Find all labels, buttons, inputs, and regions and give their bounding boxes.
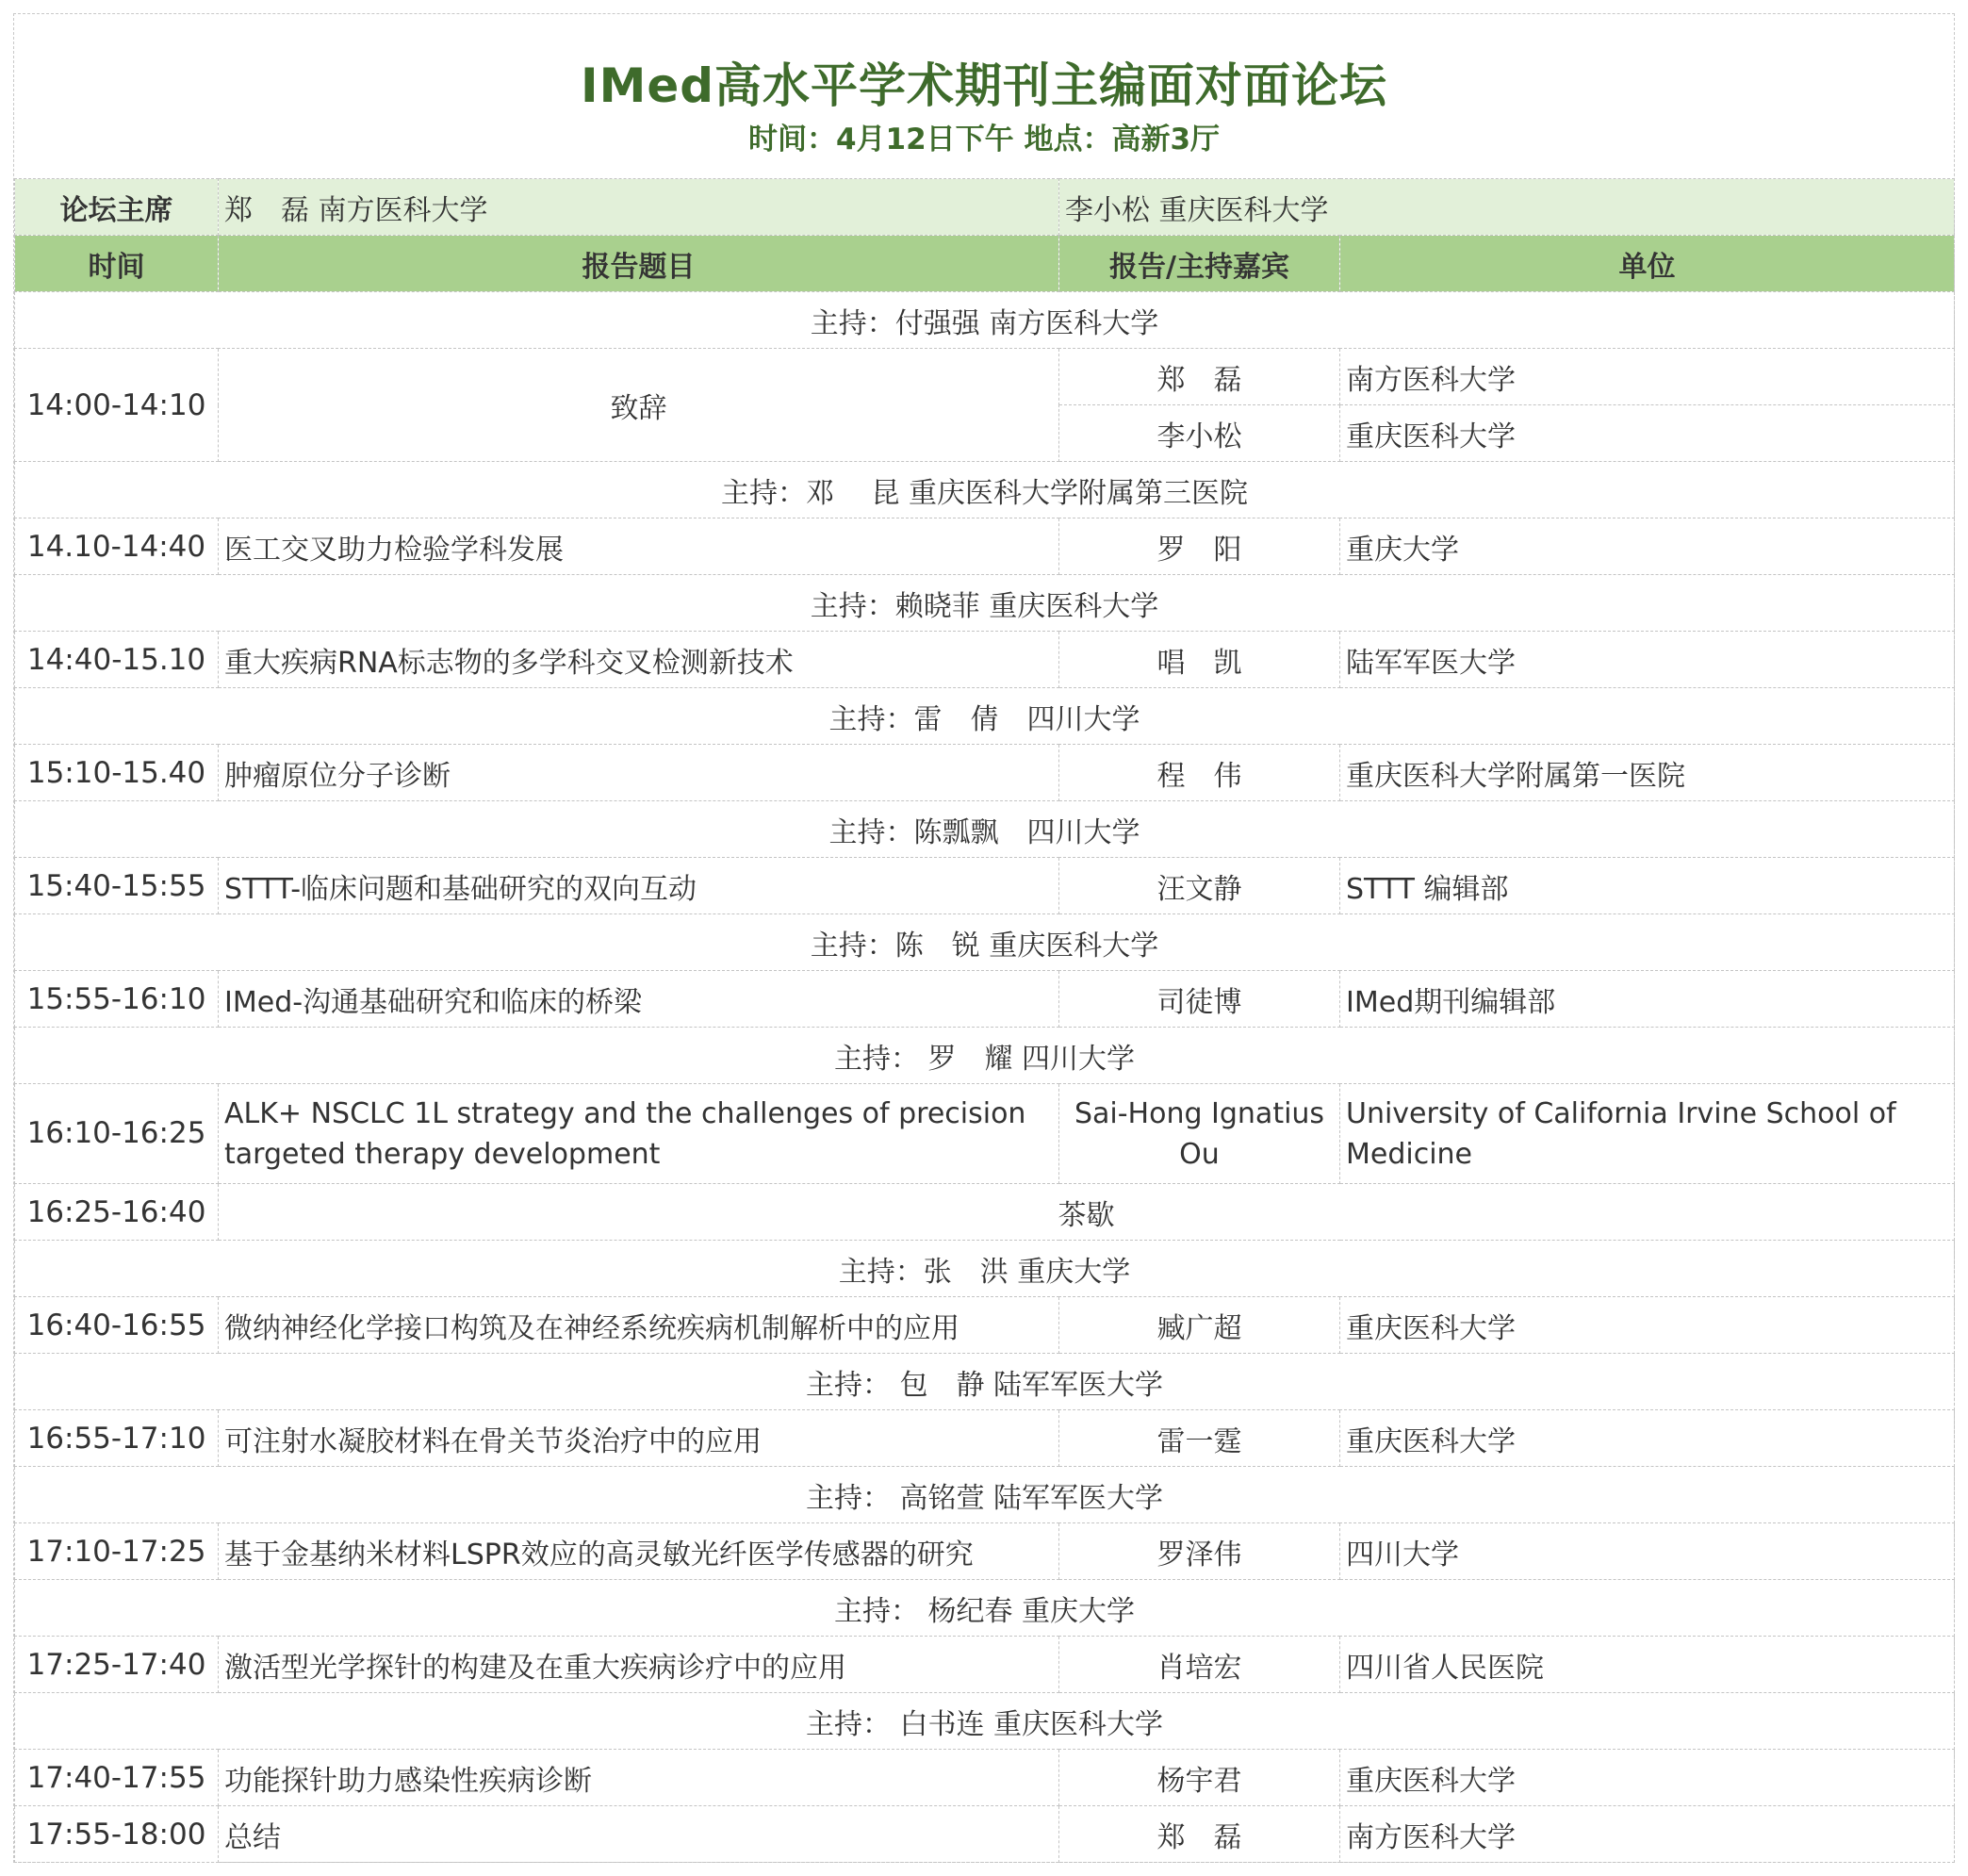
host-row xyxy=(15,1693,1955,1750)
chairs-label: 论坛主席 xyxy=(15,179,219,236)
page-subtitle: 时间：4月12日下午 地点：高新3厅 xyxy=(747,123,1221,156)
session-topic: 重大疾病RNA标志物的多学科交叉检测新技术 xyxy=(219,632,1059,688)
host-row xyxy=(15,1028,1955,1084)
session-topic: 可注射水凝胶材料在骨关节炎治疗中的应用 xyxy=(219,1410,1059,1467)
session-time: 17:55-18:00 xyxy=(15,1806,219,1863)
session-row xyxy=(15,1523,1955,1580)
host-text: 主持：付强强 南方医科大学 xyxy=(15,292,1955,349)
session-topic: 总结 xyxy=(219,1806,1059,1863)
session-time: 14:40-15.10 xyxy=(15,632,219,688)
session-time: 17:40-17:55 xyxy=(15,1750,219,1806)
session-speaker: 汪文静 xyxy=(1059,858,1340,914)
session-topic: 医工交叉助力检验学科发展 xyxy=(219,518,1059,575)
session-topic: 肿瘤原位分子诊断 xyxy=(219,745,1059,801)
header-speaker: 报告/主持嘉宾 xyxy=(1059,236,1340,292)
session-row xyxy=(15,1637,1955,1693)
session-speaker: 罗泽伟 xyxy=(1059,1523,1340,1580)
header-row xyxy=(15,236,1955,292)
host-text: 主持： 罗 耀 四川大学 xyxy=(15,1028,1955,1084)
session-speaker: 郑 磊 xyxy=(1059,349,1340,405)
session-topic: 基于金基纳米材料LSPR效应的高灵敏光纤医学传感器的研究 xyxy=(219,1523,1059,1580)
host-text: 主持：雷 倩 四川大学 xyxy=(15,688,1955,745)
session-row xyxy=(15,858,1955,914)
host-row xyxy=(15,688,1955,745)
session-topic: 激活型光学探针的构建及在重大疾病诊疗中的应用 xyxy=(219,1637,1059,1693)
host-text: 主持：陈瓢飘 四川大学 xyxy=(15,801,1955,858)
session-row xyxy=(15,971,1955,1028)
session-speaker: 程 伟 xyxy=(1059,745,1340,801)
header-time: 时间 xyxy=(15,236,219,292)
session-row xyxy=(15,349,1955,405)
session-time: 17:25-17:40 xyxy=(15,1637,219,1693)
chair-1: 郑 磊 南方医科大学 xyxy=(219,179,1059,236)
session-topic: IMed-沟通基础研究和临床的桥梁 xyxy=(219,971,1059,1028)
session-unit: IMed期刊编辑部 xyxy=(1340,971,1955,1028)
session-row xyxy=(15,1806,1955,1863)
host-row xyxy=(15,1241,1955,1297)
page-title: IMed高水平学术期刊主编面对面论坛 xyxy=(580,58,1388,113)
session-unit: 南方医科大学 xyxy=(1340,349,1955,405)
session-row xyxy=(15,518,1955,575)
chairs-row xyxy=(15,179,1955,236)
break-label: 茶歇 xyxy=(219,1184,1955,1241)
session-time: 14:00-14:10 xyxy=(15,349,219,462)
host-text: 主持： 白书连 重庆医科大学 xyxy=(15,1693,1955,1750)
header-unit: 单位 xyxy=(1340,236,1955,292)
session-unit: 陆军军医大学 xyxy=(1340,632,1955,688)
session-time: 17:10-17:25 xyxy=(15,1523,219,1580)
session-speaker: 杨宇君 xyxy=(1059,1750,1340,1806)
session-unit: 四川大学 xyxy=(1340,1523,1955,1580)
host-row xyxy=(15,1354,1955,1410)
header-topic: 报告题目 xyxy=(219,236,1059,292)
host-row xyxy=(15,914,1955,971)
host-text: 主持： 杨纪春 重庆大学 xyxy=(15,1580,1955,1637)
session-topic: 致辞 xyxy=(219,349,1059,462)
host-row xyxy=(15,801,1955,858)
session-unit: 重庆医科大学 xyxy=(1340,1750,1955,1806)
session-speaker: 肖培宏 xyxy=(1059,1637,1340,1693)
schedule-table xyxy=(14,178,1955,1863)
session-time: 15:40-15:55 xyxy=(15,858,219,914)
session-time: 16:55-17:10 xyxy=(15,1410,219,1467)
session-row xyxy=(15,1750,1955,1806)
session-speaker: 李小松 xyxy=(1059,405,1340,462)
session-topic: ALK+ NSCLC 1L strategy and the challenges of precision targeted therapy development xyxy=(219,1084,1059,1184)
host-text: 主持：赖晓菲 重庆医科大学 xyxy=(15,575,1955,632)
session-row xyxy=(15,745,1955,801)
session-unit: 重庆大学 xyxy=(1340,518,1955,575)
session-topic: 微纳神经化学接口构筑及在神经系统疾病机制解析中的应用 xyxy=(219,1297,1059,1354)
host-row xyxy=(15,1580,1955,1637)
session-topic: STTT-临床问题和基础研究的双向互动 xyxy=(219,858,1059,914)
session-unit: 重庆医科大学 xyxy=(1340,1410,1955,1467)
session-time: 16:10-16:25 xyxy=(15,1084,219,1184)
host-text: 主持：邓 昆 重庆医科大学附属第三医院 xyxy=(15,462,1955,518)
session-unit: STTT 编辑部 xyxy=(1340,858,1955,914)
session-row xyxy=(15,1084,1955,1184)
session-speaker: 雷一霆 xyxy=(1059,1410,1340,1467)
session-unit: University of California Irvine School of Medicine xyxy=(1340,1084,1955,1184)
session-unit: 重庆医科大学 xyxy=(1340,405,1955,462)
session-unit: 四川省人民医院 xyxy=(1340,1637,1955,1693)
session-time: 14.10-14:40 xyxy=(15,518,219,575)
host-row xyxy=(15,462,1955,518)
session-row xyxy=(15,632,1955,688)
host-row xyxy=(15,575,1955,632)
host-text: 主持：张 洪 重庆大学 xyxy=(15,1241,1955,1297)
session-unit: 重庆医科大学 xyxy=(1340,1297,1955,1354)
session-time: 16:40-16:55 xyxy=(15,1297,219,1354)
break-row xyxy=(15,1184,1955,1241)
session-time: 15:10-15.40 xyxy=(15,745,219,801)
session-row xyxy=(15,1410,1955,1467)
session-time: 15:55-16:10 xyxy=(15,971,219,1028)
host-row xyxy=(15,1467,1955,1523)
session-unit: 南方医科大学 xyxy=(1340,1806,1955,1863)
session-speaker: 罗 阳 xyxy=(1059,518,1340,575)
session-speaker: 司徒博 xyxy=(1059,971,1340,1028)
session-time: 16:25-16:40 xyxy=(15,1184,219,1241)
session-speaker: 郑 磊 xyxy=(1059,1806,1340,1863)
host-row xyxy=(15,292,1955,349)
session-row xyxy=(15,1297,1955,1354)
session-speaker: 唱 凯 xyxy=(1059,632,1340,688)
session-topic: 功能探针助力感染性疾病诊断 xyxy=(219,1750,1059,1806)
session-speaker: 臧广超 xyxy=(1059,1297,1340,1354)
session-unit: 重庆医科大学附属第一医院 xyxy=(1340,745,1955,801)
title-block xyxy=(14,14,1954,178)
host-text: 主持：陈 锐 重庆医科大学 xyxy=(15,914,1955,971)
program-sheet xyxy=(13,13,1955,1863)
chair-2: 李小松 重庆医科大学 xyxy=(1059,179,1955,236)
session-speaker: Sai-Hong Ignatius Ou xyxy=(1059,1084,1340,1184)
host-text: 主持： 包 静 陆军军医大学 xyxy=(15,1354,1955,1410)
host-text: 主持： 高铭萱 陆军军医大学 xyxy=(15,1467,1955,1523)
